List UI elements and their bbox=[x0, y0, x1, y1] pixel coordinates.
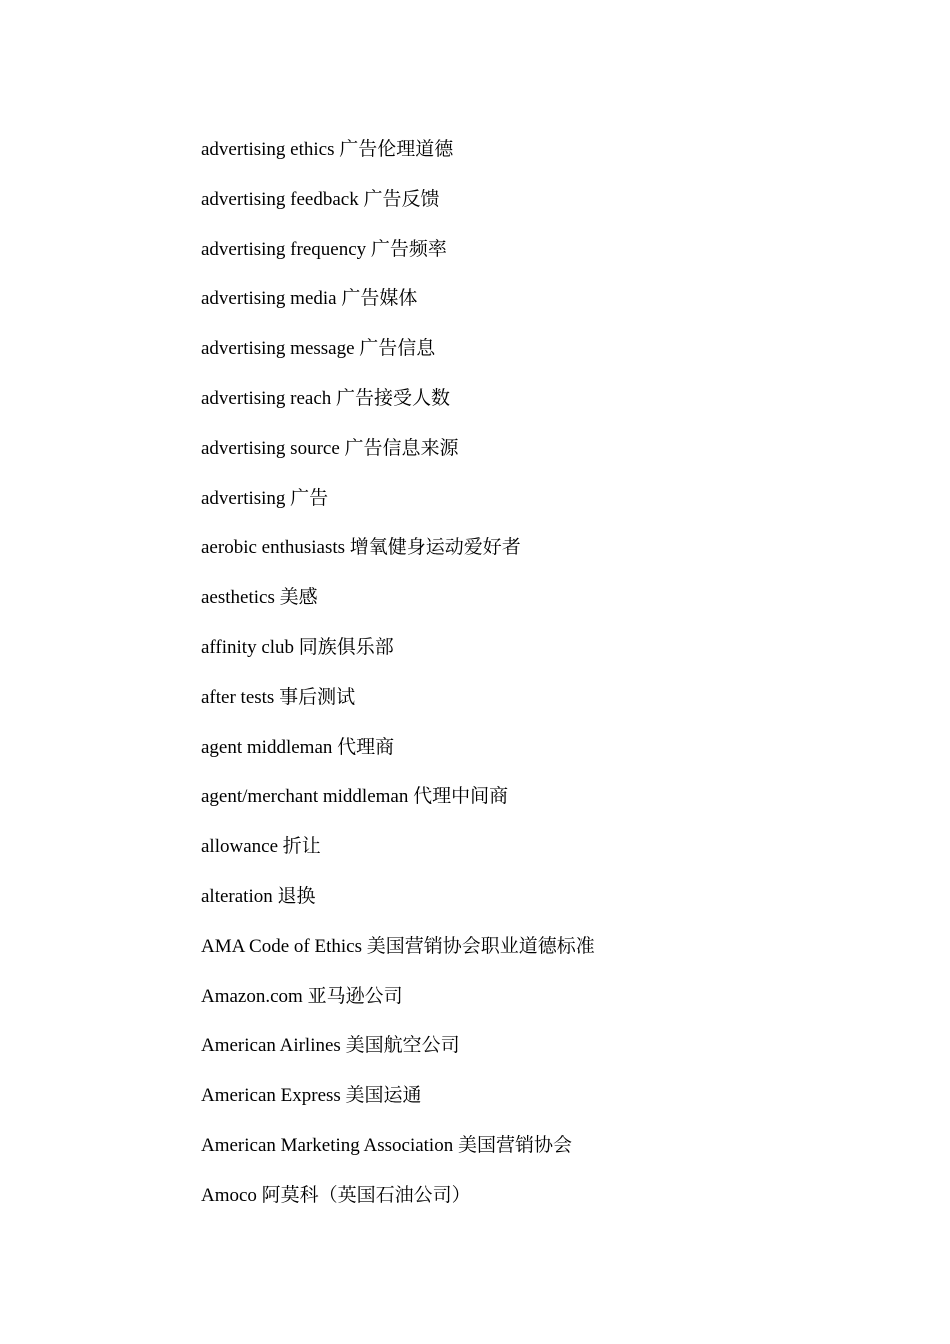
glossary-entry: advertising feedback 广告反馈 bbox=[201, 188, 440, 210]
glossary-entry: advertising reach 广告接受人数 bbox=[201, 387, 451, 409]
glossary-entry: American Airlines 美国航空公司 bbox=[201, 1035, 460, 1057]
glossary-entry: Amazon.com 亚马逊公司 bbox=[201, 985, 403, 1007]
glossary-entry: advertising frequency 广告频率 bbox=[201, 238, 447, 260]
glossary-entry: advertising ethics 广告伦理道德 bbox=[201, 139, 454, 160]
glossary-entry: advertising message 广告信息 bbox=[201, 338, 436, 360]
glossary-entry: advertising 广告 bbox=[201, 487, 329, 509]
glossary-entry: advertising media 广告媒体 bbox=[201, 288, 418, 310]
glossary-entry: agent/merchant middleman 代理中间商 bbox=[201, 786, 509, 808]
glossary-entry: after tests 事后测试 bbox=[201, 686, 356, 708]
glossary-entry: aerobic enthusiasts 增氧健身运动爱好者 bbox=[201, 537, 521, 559]
glossary-entry: affinity club 同族俱乐部 bbox=[201, 636, 394, 658]
glossary-entry: AMA Code of Ethics 美国营销协会职业道德标准 bbox=[201, 935, 595, 957]
glossary-entry: advertising source 广告信息来源 bbox=[201, 437, 459, 459]
glossary-entry: Amoco 阿莫科（英国石油公司） bbox=[201, 1184, 471, 1206]
glossary-entry: American Express 美国运通 bbox=[201, 1085, 422, 1107]
glossary-entry: aesthetics 美感 bbox=[201, 587, 318, 609]
glossary-entry: allowance 折让 bbox=[201, 836, 321, 858]
glossary-entry: agent middleman 代理商 bbox=[201, 736, 395, 758]
glossary-entry: alteration 退换 bbox=[201, 885, 316, 907]
glossary-list bbox=[201, 137, 595, 1233]
glossary-entry: American Marketing Association 美国营销协会 bbox=[201, 1134, 572, 1156]
